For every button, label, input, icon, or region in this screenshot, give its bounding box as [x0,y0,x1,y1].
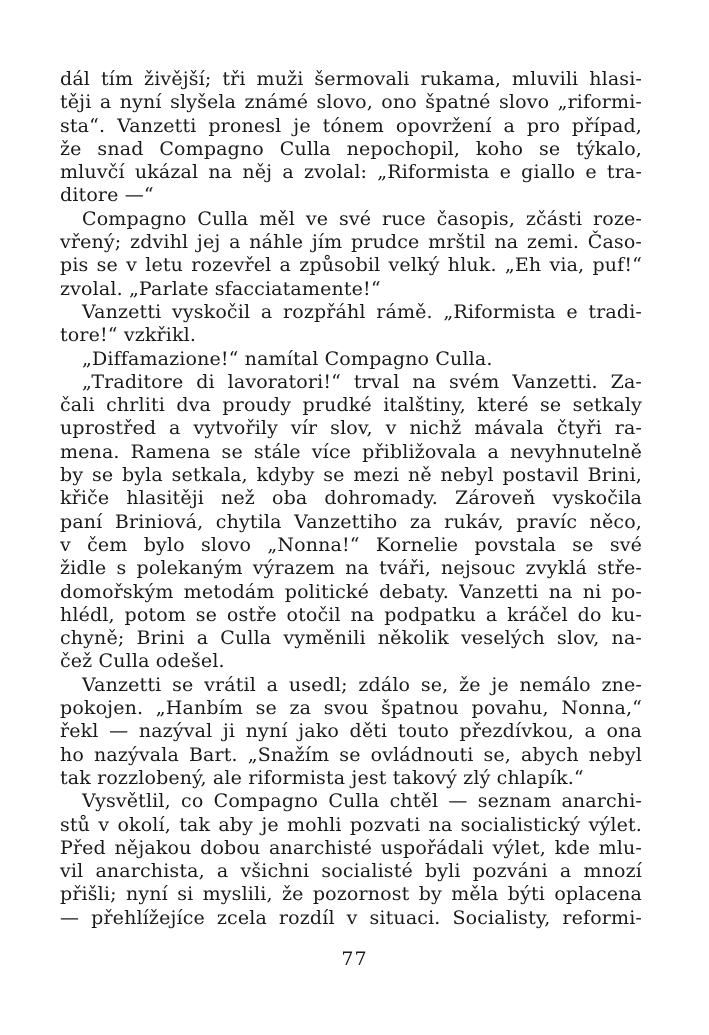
text-line: v čem bylo slovo „Nonna!“ Kornelie povstala se své [60,533,642,556]
page-text [60,68,642,930]
text-line: Před nějakou dobou anarchisté uspořádali výlet, kde mlu- [60,836,642,859]
text-line: hlédl, potom se ostře otočil na podpatku a kráčel do ku- [60,603,642,626]
text-line: přišli; nyní si myslili, že pozornost by měla býti oplacena [60,883,642,906]
text-line: Vanzetti vyskočil a rozpřáhl rámě. „Riformista e tradi- [82,300,642,323]
text-line: by se byla setkala, kdyby se mezi ně nebyl postavil Brini, [60,464,642,487]
text-line: paní Briniová, chytila Vanzettiho za rukáv, pravíc něco, [60,510,642,533]
text-line: pis se v letu rozevřel a způsobil velký hluk. „Eh via, puf!“ [60,254,642,277]
paragraph [60,674,642,790]
text-line: že snad Compagno Culla nepochopil, koho se týkalo, [60,137,642,160]
paragraph [60,348,642,371]
text-line: ditore —“ [60,184,154,207]
paragraph [60,208,642,301]
text-line: uprostřed a vytvořily vír slov, v nichž mávala čtyři ra- [60,417,642,440]
text-line: řekl — nazýval ji nyní jako děti touto přezdívkou, a ona [60,720,642,743]
text-line: tak rozzlobený, ale riformista jest takový zlý chlapík.“ [60,766,584,789]
paragraph [60,790,642,930]
text-line: čež Culla odešel. [60,650,225,673]
text-line: „Diffamazione!“ namítal Compagno Culla. [82,347,493,370]
text-line: mena. Ramena se stále více přibližovala a nevyhnutelně [60,440,642,463]
text-line: — přehlížejíce zcela rozdíl v situaci. Socialisty, reformi- [60,906,642,929]
text-line: čali chrliti dva proudy prudké italštiny, které se setkaly [60,394,642,417]
text-line: Compagno Culla měl ve své ruce časopis, zčásti roze- [82,207,642,230]
text-line: vil anarchista, a všichni socialisté byli pozváni a mnozí [60,860,642,883]
paragraph [60,371,642,674]
text-line: Vysvětlil, co Compagno Culla chtěl — seznam anarchi- [82,790,642,813]
text-line: chyně; Brini a Culla vyměnili několik veselých slov, na- [60,627,642,650]
paragraph [60,301,642,348]
text-line: zvolal. „Parlate sfacciatamente!“ [60,277,381,300]
text-line: „Traditore di lavoratori!“ trval na svém Vanzetti. Za- [82,370,642,393]
text-line: křiče hlasitěji než oba dohromady. Zároveň vyskočila [60,487,642,510]
text-line: domořským metodám politické debaty. Vanzetti na ni po- [60,580,642,603]
text-line: ho nazývala Bart. „Snažím se ovládnouti se, abych nebyl [60,743,642,766]
text-line: těji a nyní slyšela známé slovo, ono špatné slovo „riformi- [60,91,642,114]
text-line: Vanzetti se vrátil a usedl; zdálo se, že je nemálo zne- [82,673,642,696]
text-line: stů v okolí, tak aby je mohli pozvati na socialistický výlet. [60,813,642,836]
page-number: 77 [341,948,368,970]
text-line: pokojen. „Hanbím se za svou špatnou povahu, Nonna,“ [60,697,642,720]
text-line: židle s polekaným výrazem na tváři, nejsouc zvyklá stře- [60,557,642,580]
text-line: tore!“ vzkřikl. [60,324,197,347]
text-line: mluvčí ukázal na něj a zvolal: „Riformista e giallo e tra- [60,161,642,184]
paragraph [60,68,642,208]
text-line: vřený; zdvihl jej a náhle jím prudce mrštil na zemi. Časo- [60,231,642,254]
text-line: dál tím živější; tři muži šermovali rukama, mluvili hlasi- [60,68,642,90]
text-line: sta“. Vanzetti pronesl je tónem opovržení a pro případ, [60,114,642,137]
